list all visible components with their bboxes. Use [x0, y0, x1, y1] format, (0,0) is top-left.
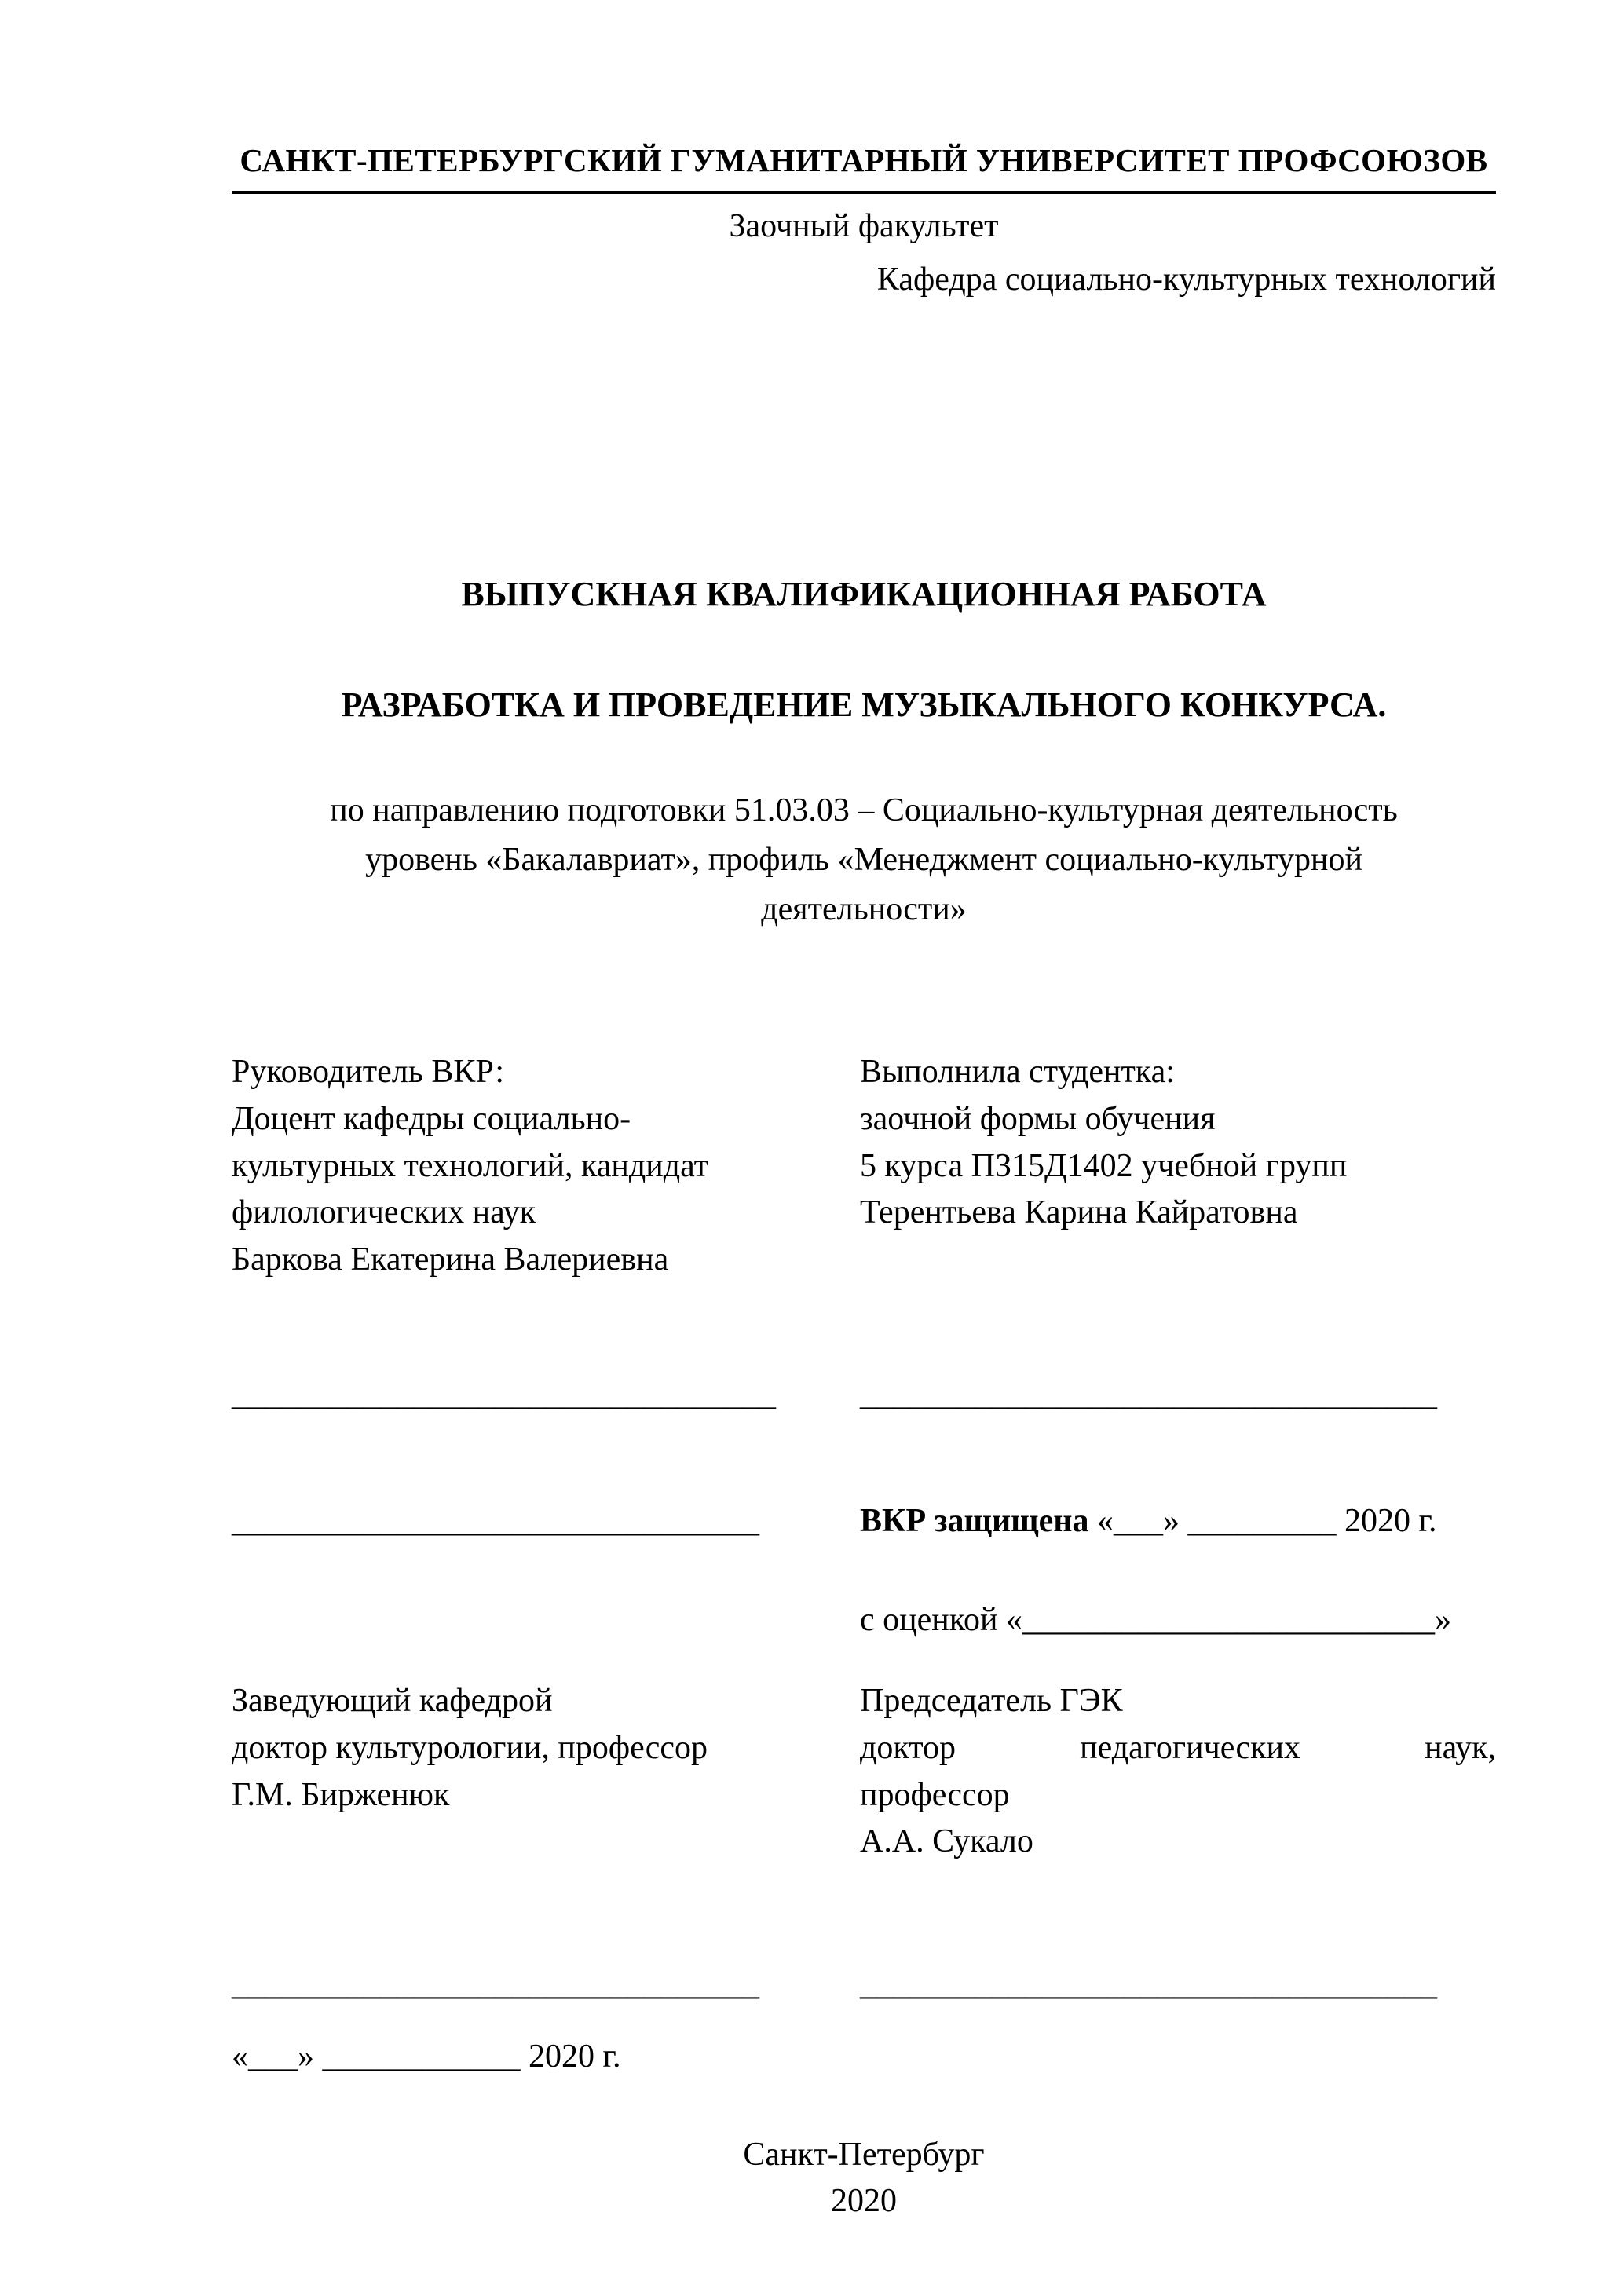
footer-year: 2020: [831, 2182, 897, 2219]
people-columns: [232, 1049, 1496, 1283]
supervisor-block: [232, 1049, 813, 1283]
work-title-heading: РАЗРАБОТКА И ПРОВЕДЕНИЕ МУЗЫКАЛЬНОГО КОНКУРСА.: [341, 685, 1387, 724]
program-line-1: по направлению подготовки 51.03.03 – Социально-культурная деятельность: [330, 792, 1398, 829]
supervisor-signature-line: _________________________________: [232, 1376, 776, 1413]
work-type-heading: ВЫПУСКНАЯ КВАЛИФИКАЦИОННАЯ РАБОТА: [461, 575, 1267, 614]
grade-row: [232, 1597, 1496, 1644]
defense-statement: [860, 1498, 1496, 1545]
supervisor-position-line: филологических наук: [232, 1194, 536, 1231]
department-name: Кафедра социально-культурных технологий: [876, 261, 1496, 298]
grade-line: с оценкой «_________________________»: [860, 1601, 1451, 1638]
student-info-line: 5 курса ПЗ15Д1402 учебной групп: [860, 1147, 1348, 1184]
chairman-degree-word: педагогических: [1080, 1730, 1300, 1767]
student-block: [860, 1049, 1496, 1283]
chairman-signature-line: ___________________________________: [860, 1965, 1437, 2002]
officials-row: [232, 1678, 1496, 1866]
defense-row: [232, 1498, 1496, 1545]
student-info-line: заочной формы обучения: [860, 1101, 1216, 1138]
chairman-rank: профессор: [860, 1776, 1010, 1813]
faculty-name: Заочный факультет: [729, 208, 999, 245]
signature-row-3: [232, 1961, 1496, 2009]
university-name: САНКТ-ПЕТЕРБУРГСКИЙ ГУМАНИТАРНЫЙ УНИВЕРСИТЕТ ПРОФСОЮЗОВ: [232, 137, 1496, 194]
program-line-2: уровень «Бакалавриат», профиль «Менеджмент социально-культурной: [365, 842, 1362, 879]
defense-date-blank: «___» _________ 2020 г.: [1096, 1503, 1437, 1540]
footer-city: Санкт-Петербург: [743, 2137, 985, 2174]
head-name: Г.М. Бирженюк: [232, 1776, 450, 1813]
date-blank-line: «___» ____________ 2020 г.: [232, 2038, 621, 2075]
chairman-block: [860, 1678, 1496, 1866]
head-signature-line: ________________________________: [232, 1965, 759, 2002]
chairman-degree-word: доктор: [860, 1730, 956, 1767]
footer: [232, 2132, 1496, 2225]
chairman-title: Председатель ГЭК: [860, 1683, 1123, 1720]
student-name: Терентьева Карина Кайратовна: [860, 1194, 1298, 1231]
supervisor-position-line: культурных технологий, кандидат: [232, 1147, 708, 1184]
student-label: Выполнила студентка:: [860, 1054, 1175, 1091]
student-signature-line: ___________________________________: [860, 1376, 1437, 1413]
chairman-degree-line: [860, 1725, 1496, 1772]
head-title: Заведующий кафедрой: [232, 1683, 553, 1720]
defense-label: ВКР защищена: [860, 1503, 1089, 1540]
supervisor-position-line: Доцент кафедры социально-: [232, 1101, 631, 1138]
signature-row-1: [232, 1372, 1496, 1419]
head-degree: доктор культурологии, профессор: [232, 1730, 708, 1767]
supervisor-label: Руководитель ВКР:: [232, 1054, 505, 1091]
chairman-name: А.А. Сукало: [860, 1823, 1033, 1860]
chairman-degree-word: наук,: [1425, 1730, 1496, 1767]
signature-line: ________________________________: [232, 1503, 759, 1540]
head-of-department-block: [232, 1678, 813, 1866]
program-line-3: деятельности»: [761, 891, 967, 928]
program-description: [232, 786, 1496, 934]
supervisor-name: Баркова Екатерина Валериевна: [232, 1241, 669, 1278]
grade-row-spacer: [232, 1597, 813, 1644]
